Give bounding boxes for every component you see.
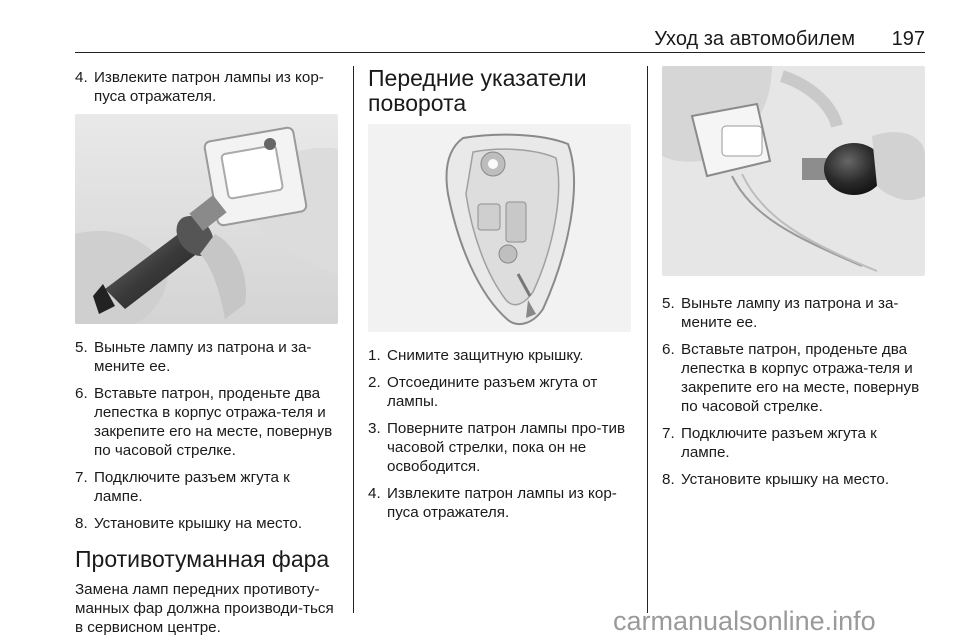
column-2: [368, 60, 633, 530]
turn-signal-housing-illustration: [368, 124, 631, 332]
list-item: 7. Подключите разъем жгута к лампе.: [75, 469, 290, 505]
column-divider-2: [647, 66, 648, 613]
watermark: carmanualsonline.info: [613, 606, 876, 636]
list-item: 5. Выньте лампу из патрона и за-мените ее.: [662, 295, 899, 331]
section-paragraph: Замена ламп передних противоту-манных фар должна производи-ться в сервисном центре.: [75, 581, 334, 636]
list-item: 1. Снимите защитную крышку.: [368, 347, 584, 364]
list-item: 6. Вставьте патрон, проденьте два лепестка в корпус отража-теля и закрепите его на месте, повернув по часовой стрелке.: [75, 385, 333, 459]
page-header: [75, 28, 925, 50]
page-number: 197: [891, 28, 925, 50]
step-list: [75, 68, 340, 106]
list-item: 2. Отсоедините разъем жгута от лампы.: [368, 374, 598, 410]
column-1: [75, 60, 340, 637]
section-heading: Передние указатели поворота: [368, 65, 587, 116]
socket-and-bulb-illustration: [662, 66, 925, 276]
column-3: [662, 60, 927, 497]
list-item: 5. Выньте лампу из патрона и за-мените ее.: [75, 339, 312, 375]
bulb-removal-illustration: [75, 114, 338, 324]
list-item: 3. Поверните патрон лампы про-тив часовой стрелки, пока он не освободится.: [368, 420, 626, 475]
step-list: [75, 338, 340, 533]
list-item: 8. Установите крышку на место.: [75, 515, 303, 532]
step-list: [368, 346, 633, 522]
step-list: [662, 294, 927, 489]
header-rule: [75, 52, 925, 53]
section-heading: Противотуманная фара: [75, 546, 330, 572]
list-item: 4. Извлеките патрон лампы из кор-пуса отражателя.: [368, 485, 617, 521]
running-title: Уход за автомобилем: [654, 28, 855, 50]
list-item: 4. Извлеките патрон лампы из кор-пуса отражателя.: [75, 69, 324, 105]
list-item: 7. Подключите разъем жгута к лампе.: [662, 425, 877, 461]
list-item: 6. Вставьте патрон, проденьте два лепестка в корпус отража-теля и закрепите его на месте, повернув по часовой стрелке.: [662, 341, 920, 415]
list-item: 8. Установите крышку на место.: [662, 471, 890, 488]
column-divider-1: [353, 66, 354, 613]
